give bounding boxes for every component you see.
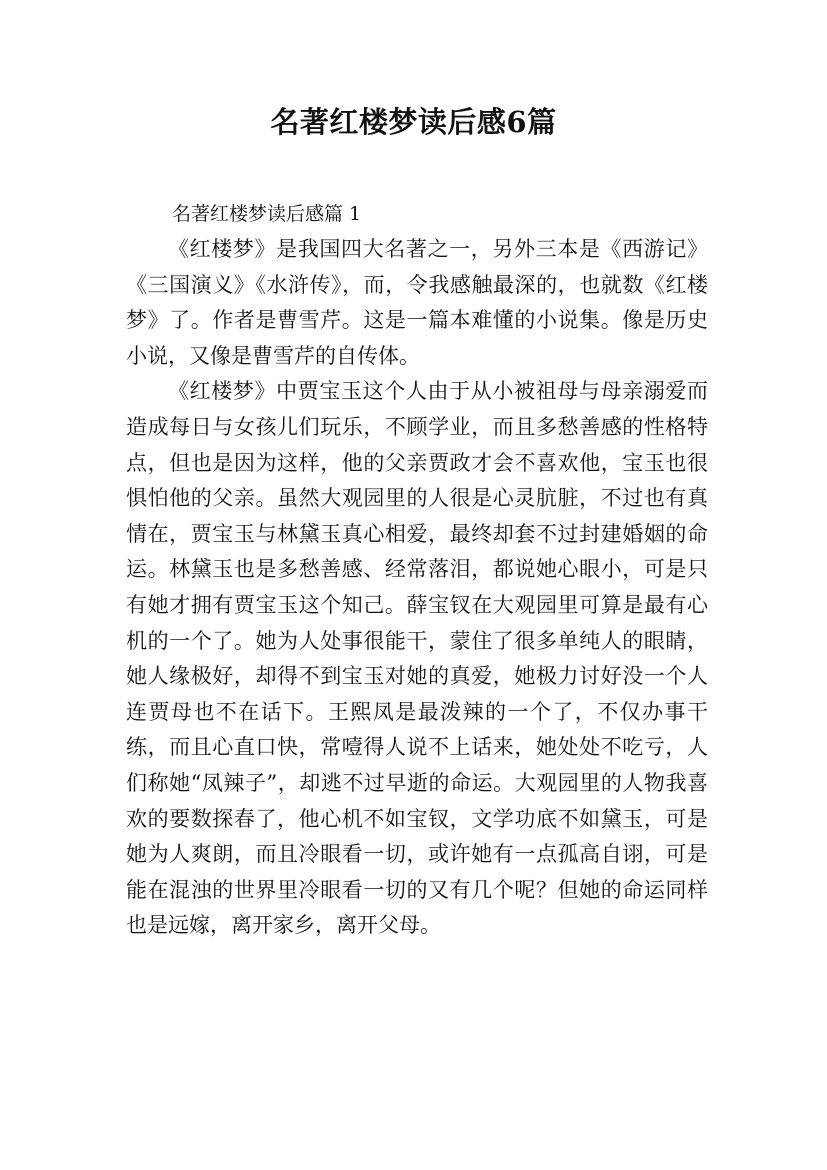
paragraph-1: 《红楼梦》是我国四大名著之一，另外三本是《西游记》《三国演义》《水浒传》，而，令我感触最深的，也就数《红楼梦》了。作者是曹雪芹。这是一篇本难懂的小说集。像是历史小说，又像是曹雪芹的自传体。 <box>126 237 708 368</box>
document-body <box>126 196 708 944</box>
section-heading: 名著红楼梦读后感篇 1 <box>172 203 362 225</box>
paragraph-2: 《红楼梦》中贾宝玉这个人由于从小被祖母与母亲溺爱而造成每日与女孩儿们玩乐，不顾学业，而且多愁善感的性格特点，但也是因为这样，他的父亲贾政才会不喜欢他，宝玉也很惧怕他的父亲。虽然大观园里的人很是心灵肮脏，不过也有真情在，贾宝玉与林黛玉真心相爱，最终却套不过封建婚姻的命运。林黛玉也是多愁善感、经常落泪，都说她心眼小，可是只有她才拥有贾宝玉这个知己。薛宝钗在大观园里可算是最有心机的一个了。她为人处事很能干，蒙住了很多单纯人的眼睛，她人缘极好，却得不到宝玉对她的真爱，她极力讨好没一个人连贾母也不在话下。王熙凤是最泼辣的一个了，不仅办事干练，而且心直口快，常噎得人说不上话来，她处处不吃亏，人们称她“凤辣子”，却逃不过早逝的命运。大观园里的人物我喜欢的要数探春了，他心机不如宝钗，文学功底不如黛玉，可是她为人爽朗，而且冷眼看一切，或许她有一点孤高自诩，可是能在混浊的世界里冷眼看一切的又有几个呢？但她的命运同样也是远嫁，离开家乡，离开父母。 <box>126 379 708 938</box>
document-title: 名著红楼梦读后感6篇 <box>270 105 557 139</box>
